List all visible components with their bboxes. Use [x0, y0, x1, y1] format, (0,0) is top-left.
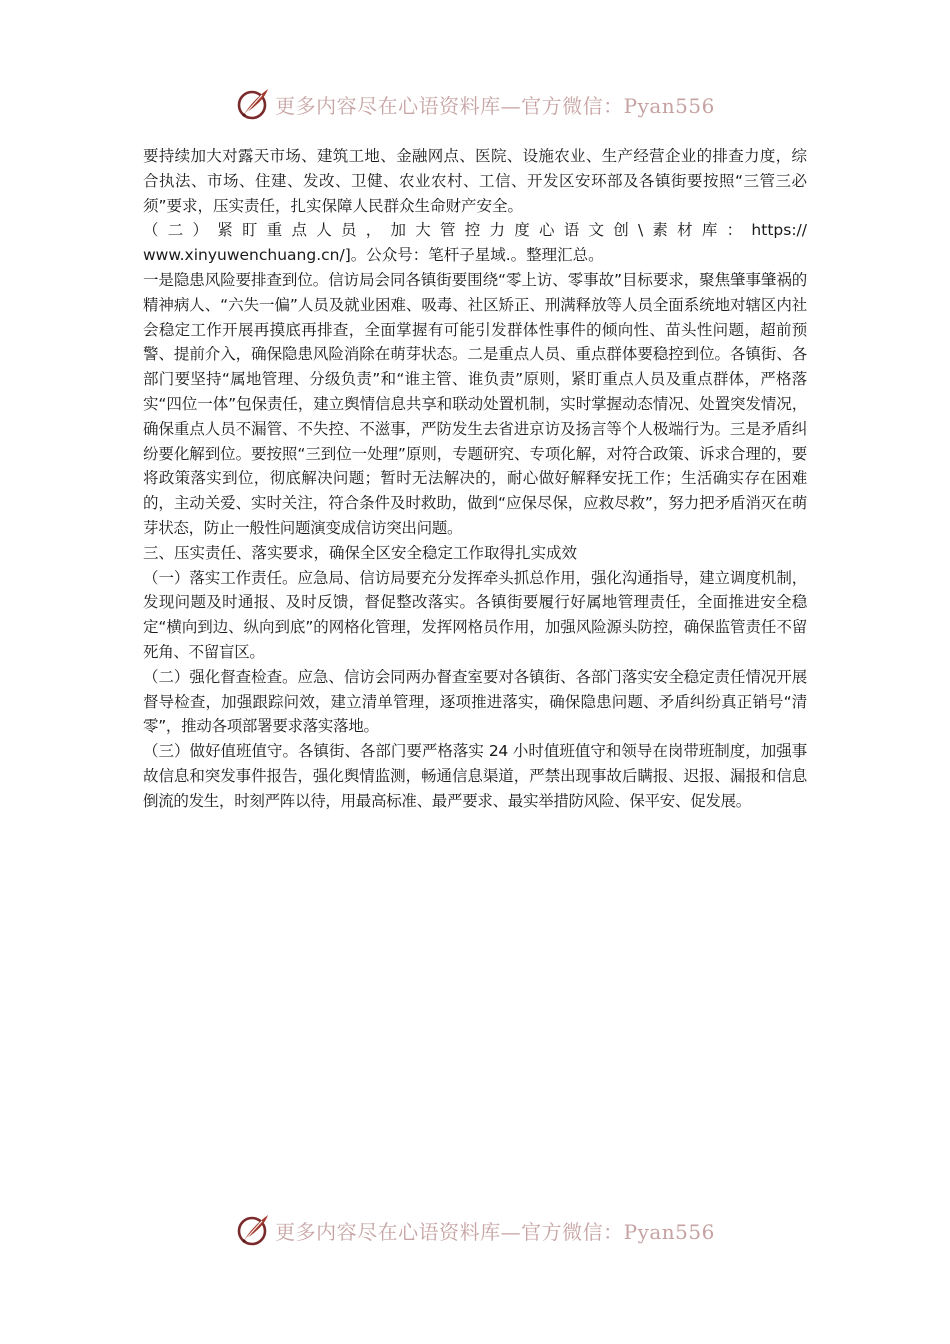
section-heading: （二）紧盯重点人员，加大管控力度心语文创\素材库：https://: [143, 221, 807, 240]
section-heading: 三、压实责任、落实要求，确保全区安全稳定工作取得扎实成效: [143, 543, 578, 562]
source-url-line: www.xinyuwenchuang.cn/]。公众号：笔杆子星域.。整理汇总。: [143, 246, 604, 265]
watermark-text: 更多内容尽在心语资料库—官方微信：Pyan556: [275, 93, 715, 118]
paragraph: （一）落实工作责任。应急局、信访局要充分发挥牵头抓总作用，强化沟通指导，建立调度机制，发现问题及时通报、及时反馈，督促整改落实。各镇街要履行好属地管理责任，全面推进安全稳定“横向到边、纵向到底”的网格化管理，发挥网格员作用，加强风险源头防控，确保监管责任不留死角、不留盲区。: [143, 568, 807, 661]
paragraph: 一是隐患风险要排查到位。信访局会同各镇街要围绕“零上访、零事故”目标要求，聚焦肇事肇祸的精神病人、“六失一偏”人员及就业困难、吸毒、社区矫正、刑满释放等人员全面系统地对辖区内社会稳定工作开展再摸底再排查，全面掌握有可能引发群体性事件的倾向性、苗头性问题，超前预警、提前介入，确保隐患风险消除在萌芽状态。二是重点人员、重点群体要稳控到位。各镇街、各部门要坚持“属地管理、分级负责”和“谁主管、谁负责”原则，紧盯重点人员及重点群体，严格落实“四位一体”包保责任，建立舆情信息共享和联动处置机制，实时掌握动态情况、处置突发情况，确保重点人员不漏管、不失控、不滋事，严防发生去省进京访及扬言等个人极端行为。三是矛盾纠纷要化解到位。要按照“三到位一处理”原则，专题研究、专项化解，对符合政策、诉求合理的，要将政策落实到位，彻底解决问题；暂时无法解决的，耐心做好解释安抚工作；生活确实存在困难的，主动关爱、实时关注，符合条件及时救助，做到“应保尽保，应救尽救”，努力把矛盾消灭在萌芽状态，防止一般性问题演变成信访突出问题。: [143, 270, 807, 537]
paragraph: （二）强化督查检查。应急、信访会同两办督查室要对各镇街、各部门落实安全稳定责任情况开展督导检查，加强跟踪问效，建立清单管理，逐项推进落实，确保隐患问题、矛盾纠纷真正销号“清零”，推动各项部署要求落实落地。: [143, 667, 807, 736]
feather-pen-circle-logo: [235, 1212, 271, 1248]
header-watermark: [0, 84, 950, 124]
paragraph: （三）做好值班值守。各镇街、各部门要严格落实 24 小时值班值守和领导在岗带班制度，加强事故信息和突发事件报告，强化舆情监测，畅通信息渠道，严禁出现事故后瞒报、迟报、漏报和信息倒流的发生，时刻严阵以待，用最高标准、最严要求、最实举措防风险、保平安、促发展。: [143, 742, 807, 810]
paragraph: 要持续加大对露天市场、建筑工地、金融网点、医院、设施农业、生产经营企业的排查力度，综合执法、市场、住建、发改、卫健、农业农村、工信、开发区安环部及各镇街要按照“三管三必须”要求，压实责任，扎实保障人民群众生命财产安全。: [143, 147, 807, 215]
watermark-text: 更多内容尽在心语资料库—官方微信：Pyan556: [275, 1219, 715, 1244]
footer-watermark: [0, 1210, 950, 1250]
document-body: [143, 144, 807, 814]
feather-pen-circle-logo: [235, 86, 271, 122]
